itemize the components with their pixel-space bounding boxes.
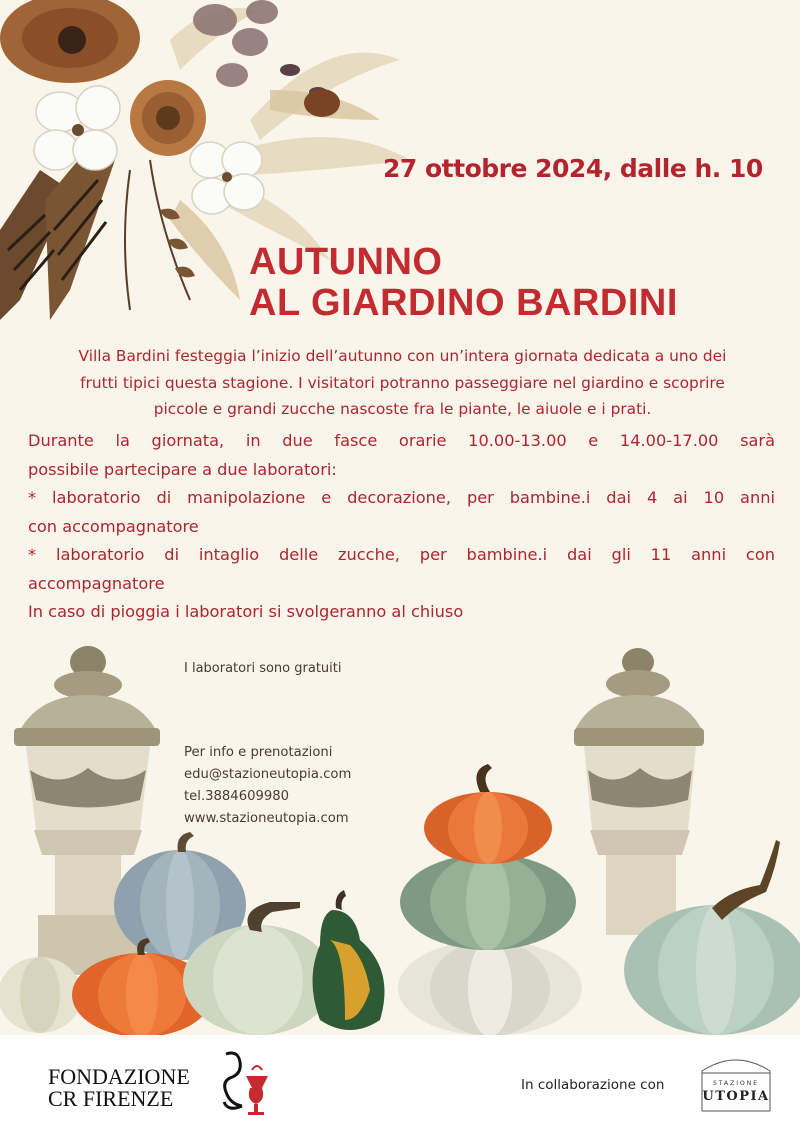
title-line-1: AUTUNNO xyxy=(249,241,443,283)
sponsor-name-line-1: FONDAZIONE xyxy=(48,1064,190,1089)
intro-line: piccole e grandi zucche nascoste fra le piante, le aiuole e i prati. xyxy=(153,400,652,418)
partner-name: UTOPIA xyxy=(702,1089,770,1104)
right-urn xyxy=(574,648,704,935)
fondazione-cr-firenze-logo[interactable] xyxy=(48,1066,190,1110)
contact-phone[interactable]: tel.3884609980 xyxy=(184,789,290,804)
event-title xyxy=(249,242,678,324)
event-date: 27 ottobre 2024, dalle h. 10 xyxy=(383,154,763,183)
workshop-item: * laboratorio di intaglio delle zucche, per bambine.i dai gli 11 anni con xyxy=(28,545,775,564)
contact-email[interactable]: edu@stazioneutopia.com xyxy=(184,767,352,782)
sponsor-name-line-2: CR FIRENZE xyxy=(48,1086,174,1111)
intro-line: frutti tipici questa stagione. I visitatori potranno passeggiare nel giardino e scoprire xyxy=(80,373,725,392)
fondazione-emblem-icon xyxy=(216,1048,272,1118)
workshops-text: possibile partecipare a due laboratori: xyxy=(28,459,337,479)
pumpkins-and-urns-illustration xyxy=(0,640,800,1035)
white-pumpkin-rib xyxy=(20,957,60,1033)
title-line-2: AL GIARDINO BARDINI xyxy=(249,282,678,324)
workshops-text: Durante la giornata, in due fasce orarie 10.00-13.00 e 14.00-17.00 sarà xyxy=(28,431,775,450)
event-intro xyxy=(30,343,775,423)
stacked-pumpkins xyxy=(398,764,582,1035)
workshop-item: * laboratorio di manipolazione e decorazione, per bambine.i dai 4 ai 10 anni xyxy=(28,488,775,507)
workshop-item: con accompagnatore xyxy=(28,516,199,536)
contact-website[interactable]: www.stazioneutopia.com xyxy=(184,811,349,826)
contact-heading: Per info e prenotazioni xyxy=(184,745,333,760)
rain-note: In caso di pioggia i laboratori si svolgeranno al chiuso xyxy=(28,602,464,621)
gourd xyxy=(313,890,385,1030)
free-note: I laboratori sono gratuiti xyxy=(184,661,342,676)
partner-small-label: STAZIONE xyxy=(713,1080,759,1087)
intro-line: Villa Bardini festeggia l’inizio dell’autunno con un’intera giornata dedicata a uno dei xyxy=(78,347,727,365)
collaboration-text: In collaborazione con xyxy=(521,1077,665,1093)
workshop-details xyxy=(28,427,775,627)
stazione-utopia-logo[interactable] xyxy=(696,1051,776,1117)
workshop-item: accompagnatore xyxy=(28,573,165,593)
